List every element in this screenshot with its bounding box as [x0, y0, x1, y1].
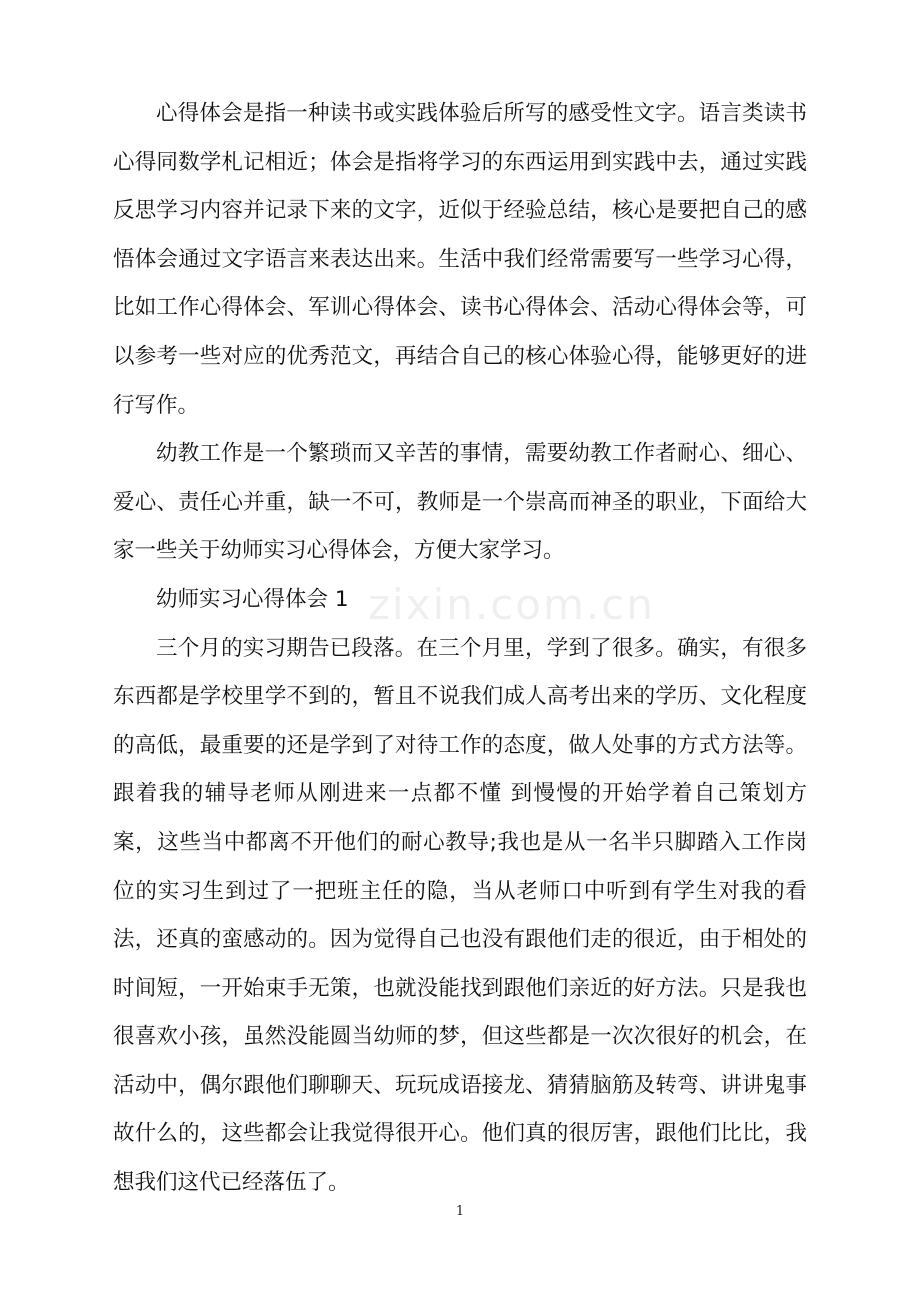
page-number: 1 — [455, 1204, 465, 1219]
body-paragraph: 三个月的实习期告已段落。在三个月里，学到了很多。确实，有很多东西都是学校里学不到的，暂且不说我们成人高考出来的学历、文化程度的高低，最重要的还是学到了对待工作的态度，做人处事的方式方法等。跟着我的辅导老师从刚进来一点都不懂 到慢慢的开始学着自己策划方案，这些当中都离不开他们的耐心教导;我也是从一名半只脚踏入工作岗位的实习生到过了一把班主任的隐，当从老师口中听到有学生对我的看法，还真的蛮感动的。因为觉得自己也没有跟他们走的很近，由于相处的时间短，一开始束手无策，也就没能找到跟他们亲近的好方法。只是我也很喜欢小孩，虽然没能圆当幼师的梦，但这些都是一次次很好的机会，在活动中，偶尔跟他们聊聊天、玩玩成语接龙、猜猜脑筋及转弯、讲讲鬼事故什么的，这些都会让我觉得很开心。他们真的很厉害，跟他们比比，我想我们这代已经落伍了。 — [113, 635, 807, 1196]
watermark: zixin.com.cn — [368, 580, 655, 629]
section-title: 幼师实习心得体会 1 — [156, 586, 349, 612]
document-body — [113, 90, 807, 1208]
topic-paragraph: 幼教工作是一个繁琐而又辛苦的事情，需要幼教工作者耐心、细心、爱心、责任心并重，缺一不可，教师是一个崇高而神圣的职业，下面给大家一些关于幼师实习心得体会，方便大家学习。 — [113, 441, 807, 564]
intro-paragraph: 心得体会是指一种读书或实践体验后所写的感受性文字。语言类读书心得同数学札记相近；体会是指将学习的东西运用到实践中去，通过实践反思学习内容并记录下来的文字，近似于经验总结，核心是要把自己的感悟体会通过文字语言来表达出来。生活中我们经常需要写一些学习心得，比如工作心得体会、军训心得体会、读书心得体会、活动心得体会等，可以参考一些对应的优秀范文，再结合自己的核心体验心得，能够更好的进行写作。 — [113, 101, 807, 418]
